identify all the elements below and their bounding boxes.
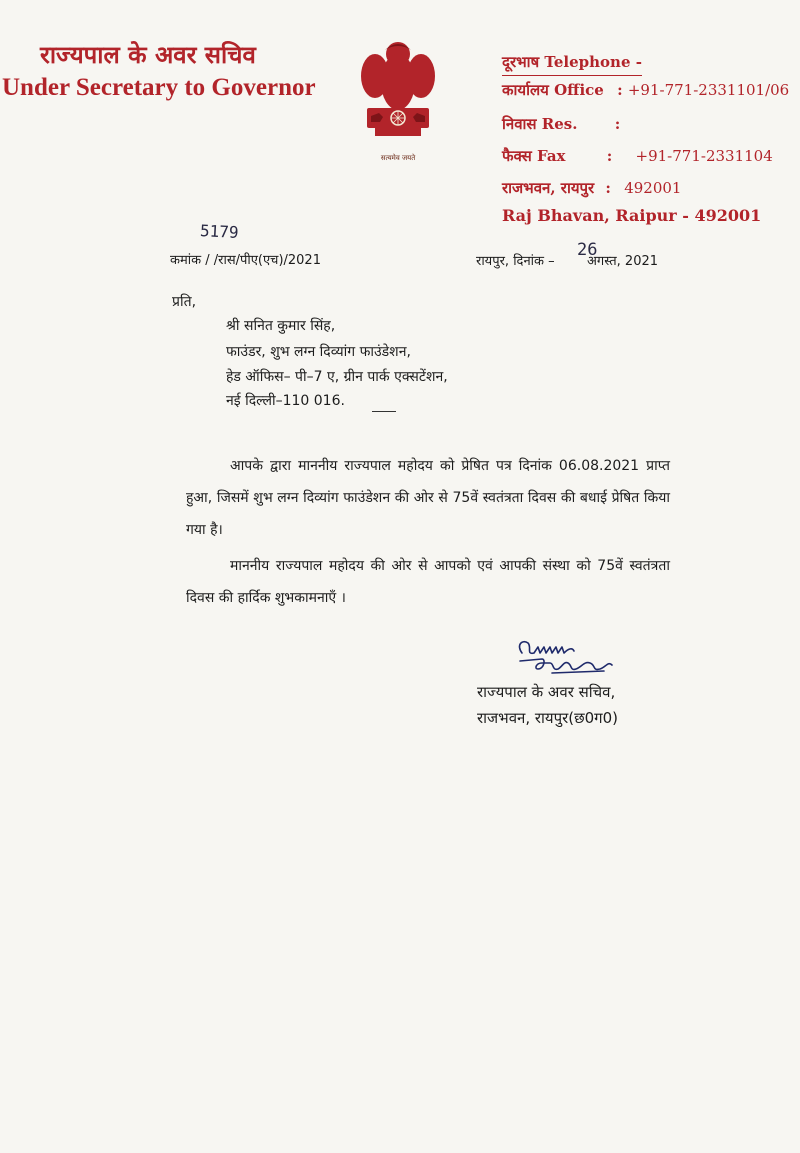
addressee-address-1: हेड ऑफिस– पी–7 ए, ग्रीन पार्क एक्सटेंशन, — [226, 369, 448, 385]
office-separator: : — [617, 81, 623, 99]
date-day: 26 — [577, 240, 598, 260]
signatory-place: राजभवन, रायपुर(छ0ग0) — [477, 709, 619, 727]
addressee-separator — [372, 411, 396, 412]
office-number: +91-771-2331101/06 — [627, 81, 790, 99]
office-phone-row — [502, 80, 789, 100]
city-separator: : — [605, 179, 611, 197]
telephone-label: दूरभाष Telephone - — [502, 53, 642, 71]
letterhead-title-english: Under Secretary to Governor — [2, 74, 316, 101]
letterhead-title-hindi: राज्यपाल के अवर सचिव — [40, 40, 256, 69]
reference-line: कमांक / /रास/पीए(एच)/2021 — [170, 253, 321, 268]
telephone-divider — [502, 75, 642, 76]
date-line — [476, 251, 658, 269]
body-paragraph-1: आपके द्वारा माननीय राज्यपाल महोदय को प्रेषित पत्र दिनांक 06.08.2021 प्राप्त हुआ, जिसमें शुभ लग्न दिव्यांग फाउंडेशन की ओर से 75वें स्वतंत्रता दिवस की बधाई प्रेषित किया गया है। — [186, 458, 670, 538]
signature-icon — [512, 635, 622, 683]
fax-row — [502, 146, 773, 166]
res-separator: : — [614, 115, 621, 133]
res-label: निवास Res. — [502, 115, 578, 133]
fax-separator: : — [606, 147, 613, 165]
addressee-designation: फाउंडर, शुभ लग्न दिव्यांग फाउंडेशन, — [226, 344, 411, 360]
addressee-address-2: नई दिल्ली–110 016. — [226, 393, 345, 409]
date-prefix: रायपुर, दिनांक – — [476, 254, 555, 269]
rajbhavan-address: Raj Bhavan, Raipur - 492001 — [502, 206, 762, 225]
reference-number: 5179 — [199, 221, 240, 242]
city-label: राजभवन, रायपुर — [502, 179, 595, 197]
national-emblem-icon — [355, 36, 441, 168]
city-pin: 492001 — [624, 179, 682, 197]
date-suffix: अगस्त, 2021 — [586, 254, 659, 269]
city-row — [502, 178, 681, 198]
signatory-title: राज्यपाल के अवर सचिव, — [477, 683, 616, 701]
office-label: कार्यालय Office — [502, 81, 604, 99]
addressee-name: श्री सनित कुमार सिंह, — [226, 318, 336, 334]
addressee-to: प्रति, — [172, 294, 197, 310]
fax-number: +91-771-2331104 — [635, 147, 773, 165]
emblem-motto: सत्यमेव जयते — [380, 154, 416, 162]
fax-label: फैक्स Fax — [502, 147, 566, 165]
body-paragraph-2: माननीय राज्यपाल महोदय की ओर से आपको एवं आपकी संस्था को 75वें स्वतंत्रता दिवस की हार्दिक शुभकामनाएँ । — [186, 558, 670, 606]
residence-phone-row — [502, 114, 620, 134]
